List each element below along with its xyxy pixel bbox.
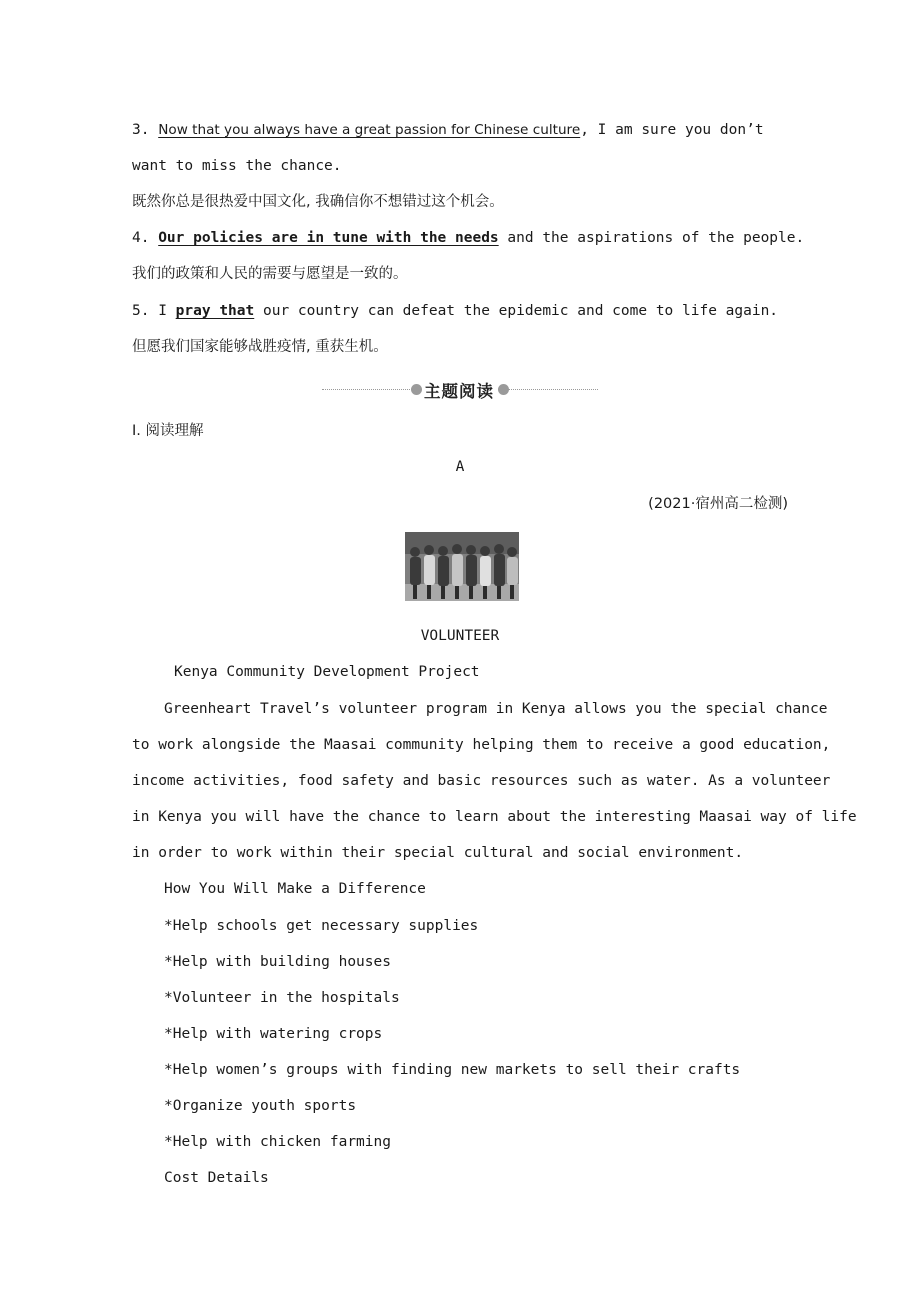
sentence-text: our country can defeat the epidemic and come to life again.	[254, 303, 779, 319]
sentence-5-translation: 但愿我们国家能够战胜疫情, 重获生机。	[132, 339, 388, 355]
list-item: *Help schools get necessary supplies	[164, 918, 479, 934]
section-heading-text: 主题阅读	[424, 382, 494, 401]
sentence-number: 4.	[132, 230, 150, 246]
source-note: (2021·宿州高二检测)	[648, 496, 788, 512]
sentence-3-line-1	[132, 119, 792, 141]
list-item: *Help with building houses	[164, 954, 391, 970]
sentence-prefix: I	[149, 303, 176, 319]
underlined-phrase: pray that	[175, 303, 255, 319]
underlined-phrase: Now that you always have a great passion for Chinese culture	[158, 122, 581, 138]
passage-letter: A	[455, 459, 465, 475]
underlined-phrase: Our policies are in tune with the needs	[158, 230, 499, 246]
heading-divider-left	[322, 389, 412, 390]
passage-title: VOLUNTEER	[420, 628, 500, 644]
list-item: *Organize youth sports	[164, 1098, 357, 1114]
sentence-3-line-2: want to miss the chance.	[132, 158, 342, 174]
list-item: *Help with watering crops	[164, 1026, 383, 1042]
list-item: *Volunteer in the hospitals	[164, 990, 400, 1006]
passage-paragraph-line: in order to work within their special cultural and social environment.	[132, 845, 744, 861]
sentence-number: 3.	[132, 122, 150, 138]
group-photo-illustration	[405, 532, 519, 601]
heading-dot-left	[411, 384, 422, 395]
sentence-4-translation: 我们的政策和人民的需要与愿望是一致的。	[132, 266, 408, 282]
difference-heading: How You Will Make a Difference	[164, 881, 426, 897]
passage-paragraph-line: Greenheart Travel’s volunteer program in Kenya allows you the special chance	[164, 701, 828, 717]
sentence-4-line	[132, 227, 805, 249]
passage-subtitle: Kenya Community Development Project	[174, 664, 480, 680]
sentence-text: and the aspirations of the people.	[498, 230, 805, 246]
part-label: Ⅰ. 阅读理解	[132, 423, 204, 439]
list-item: *Help women’s groups with finding new markets to sell their crafts	[164, 1062, 741, 1078]
heading-divider-right	[508, 389, 598, 390]
passage-paragraph-line: income activities, food safety and basic resources such as water. As a volunteer	[132, 773, 831, 789]
sentence-5-line	[132, 300, 792, 322]
group-photo	[405, 532, 519, 601]
passage-paragraph-line: to work alongside the Maasai community helping them to receive a good education,	[132, 737, 831, 753]
section-heading	[322, 376, 598, 404]
list-item: *Help with chicken farming	[164, 1134, 391, 1150]
sentence-text: , I am sure you don’t	[580, 122, 764, 138]
passage-paragraph-line: in Kenya you will have the chance to learn about the interesting Maasai way of life	[132, 809, 857, 825]
sentence-number: 5.	[132, 303, 150, 319]
sentence-3-translation: 既然你总是很热爱中国文化, 我确信你不想错过这个机会。	[132, 194, 504, 210]
cost-heading: Cost Details	[164, 1170, 269, 1186]
